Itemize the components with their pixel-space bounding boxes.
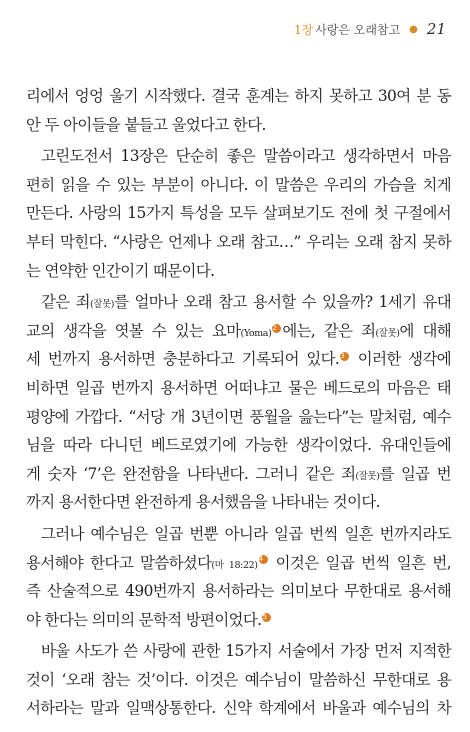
footnote-marker: 4 [259,555,268,564]
text-line: 즉 산술적으로 490번까지 용서하라는 의미보다 무한대로 용서해 [26,582,451,601]
footnote-marker: 3 [340,352,349,361]
text-line: 비하면 일곱 번까지 용서하면 어떠냐고 물은 베드로의 마음은 태 [26,378,451,397]
text-line: 세 번까지 용서하면 충분하다고 기록되어 있다.3 이러한 생각에 [26,350,451,369]
chapter-mark: 1장 [293,22,314,37]
text-line: 용서해야 한다고 말씀하셨다(마 18:22)4 이것은 일곱 번씩 일흔 번, [26,553,451,572]
footnote-marker: 5 [262,613,271,622]
text-line: 바울 사도가 쓴 사랑에 관한 15가지 서술에서 가장 먼저 지적한 [41,642,451,661]
text-line: 게 숫자 ‘7’은 완전함을 나타낸다. 그러니 같은 죄(잘못)를 일곱 번 [26,464,451,483]
text-line: 만든다. 사랑의 15가지 특성을 모두 살펴보기도 전에 첫 구절에서 [26,204,451,223]
text-line: 님을 따라 다니던 베드로였기에 가능한 생각이었다. 유대인들에 [26,436,451,455]
footnote-marker: 2 [272,324,281,333]
running-header [294,20,446,38]
separator-dot-icon: ● [409,23,418,35]
text-line: 평양에 가깝다. “서당 개 3년이면 풍월을 읊는다”는 말처럼, 예수 [26,407,451,426]
text-line: 것이 ‘오래 참는 것’이다. 이것은 예수님이 말씀하신 무한대로 용 [26,670,451,689]
text-line: 까지 용서한다면 완전하게 용서했음을 나타내는 것이다. [26,493,380,512]
text-line: 안 두 아이들을 붙들고 울었다고 한다. [26,115,266,134]
text-line: 고린도전서 13장은 단순히 좋은 말씀이라고 생각하면서 마음 [41,147,451,166]
page-number: 21 [426,20,446,38]
text-line: 교의 생각을 엿볼 수 있는 요마(Yoma)2 에는, 같은 죄(잘못)에 대해 [26,321,451,340]
text-line: 서하라는 말과 일맥상통한다. 신약 학계에서 바울과 예수님의 차 [26,699,451,718]
chapter-title: 사랑은 오래참고 [315,22,401,37]
text-line: 는 연약한 인간이기 때문이다. [26,261,215,280]
text-line: 같은 죄(잘못)를 얼마나 오래 참고 용서할 수 있을까? 1세기 유대 [41,293,451,312]
text-line: 야 한다는 의미의 문학적 방편이었다.5 [26,606,451,635]
body-text [26,82,451,723]
text-line: 그러나 예수님은 일곱 번뿐 아니라 일곱 번씩 일흔 번까지라도 [41,524,451,543]
text-line: 편히 읽을 수 있는 부분이 아니다. 이 말씀은 우리의 가슴을 치게 [26,175,451,194]
text-line: 리에서 엉엉 울기 시작했다. 결국 훈계는 하지 못하고 30여 분 동 [26,87,451,105]
text-line: 부터 막힌다. “사랑은 언제나 오래 참고…” 우리는 오래 참지 못하 [26,232,451,251]
